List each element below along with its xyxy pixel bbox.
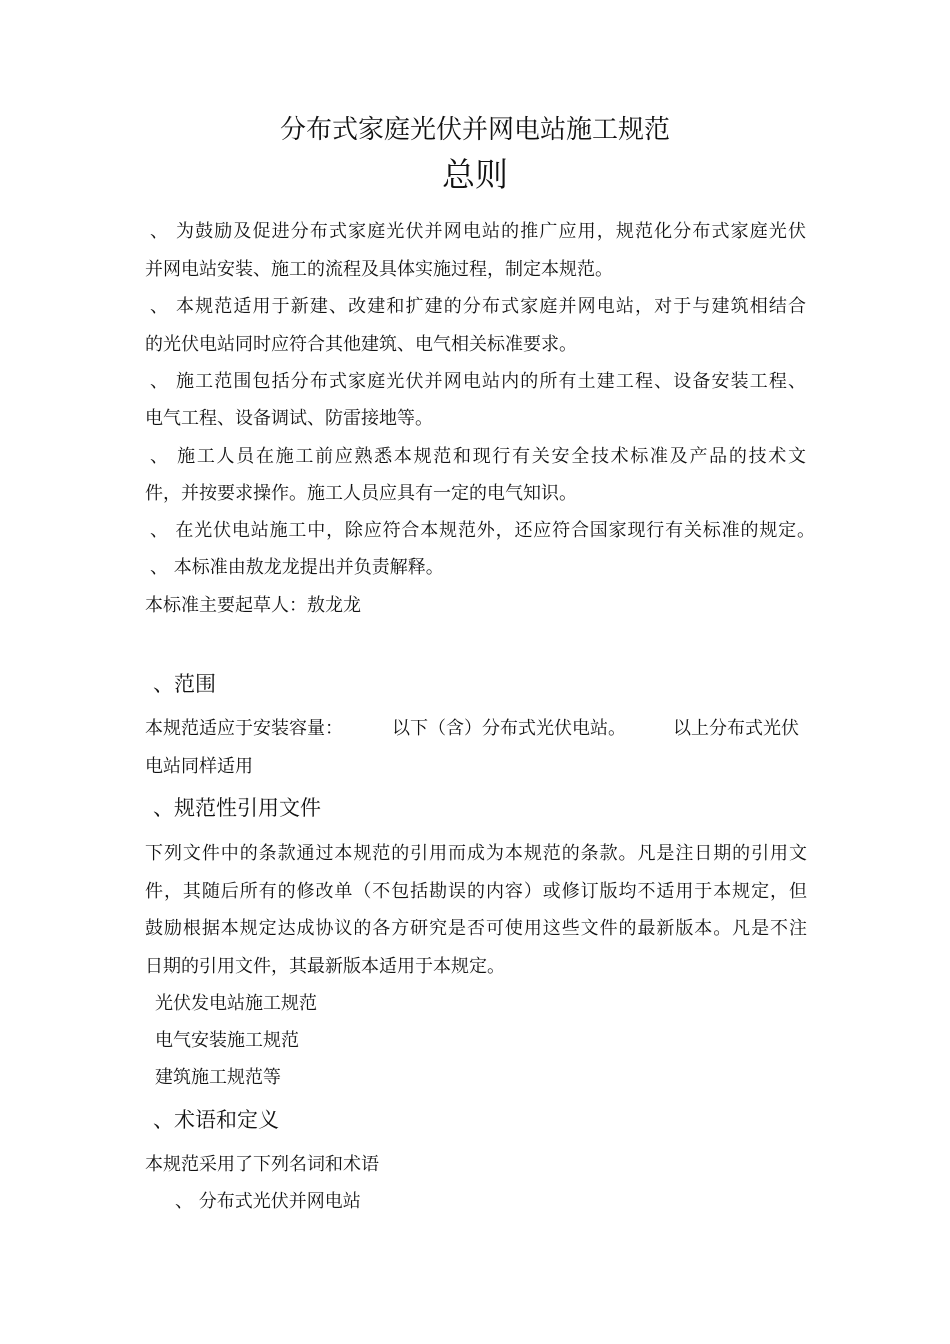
general-paragraph-6: 、 本标准由敖龙龙提出并负责解释。: [150, 557, 444, 578]
general-paragraph-3-line-2: 电气工程、设备调试、防雷接地等。: [145, 408, 433, 429]
section-heading-references: 、规范性引用文件: [153, 796, 321, 820]
section-heading-terms: 、术语和定义: [153, 1108, 279, 1132]
reference-item: 光伏发电站施工规范: [155, 993, 317, 1014]
general-paragraph-4-line-2: 件，并按要求操作。施工人员应具有一定的电气知识。: [145, 483, 577, 504]
general-paragraph-1-line-2: 并网电站安装、施工的流程及具体实施过程，制定本规范。: [145, 259, 613, 280]
general-paragraph-2-line-1: 、 本规范适用于新建、改建和扩建的分布式家庭并网电站，对于与建筑相结合: [150, 296, 806, 317]
scope-line-1-part-c: 以上分布式光伏: [673, 718, 799, 739]
general-paragraph-2-line-2: 的光伏电站同时应符合其他建筑、电气相关标准要求。: [145, 334, 577, 355]
general-paragraph-4-line-1: 、 施工人员在施工前应熟悉本规范和现行有关安全技术标准及产品的技术文: [150, 446, 806, 467]
references-line-1: 下列文件中的条款通过本规范的引用而成为本规范的条款。凡是注日期的引用文: [145, 843, 807, 864]
references-line-4: 日期的引用文件，其最新版本适用于本规定。: [145, 956, 505, 977]
document-title: 分布式家庭光伏并网电站施工规范: [279, 115, 670, 145]
reference-item: 建筑施工规范等: [155, 1067, 281, 1088]
terms-intro: 本规范采用了下列名词和术语: [145, 1154, 379, 1175]
section-heading-scope: 、范围: [153, 672, 216, 696]
scope-line-2: 电站同样适用: [145, 756, 253, 777]
section-title-general: 总则: [442, 155, 508, 194]
general-paragraph-5: 、 在光伏电站施工中，除应符合本规范外，还应符合国家现行有关标准的规定。: [150, 520, 815, 541]
terms-item-1: 、 分布式光伏并网电站: [175, 1191, 361, 1212]
references-line-2: 件，其随后所有的修改单（不包括勘误的内容）或修订版均不适用于本规定，但: [145, 881, 807, 902]
scope-line-1-part-b: 以下（含）分布式光伏电站。: [392, 718, 626, 739]
scope-line-1-part-a: 本规范适应于安装容量：: [145, 718, 343, 739]
reference-item: 电气安装施工规范: [155, 1030, 299, 1051]
references-line-3: 鼓励根据本规定达成协议的各方研究是否可使用这些文件的最新版本。凡是不注: [145, 918, 807, 939]
general-paragraph-3-line-1: 、 施工范围包括分布式家庭光伏并网电站内的所有土建工程、设备安装工程、: [150, 371, 806, 392]
general-paragraph-1-line-1: 、 为鼓励及促进分布式家庭光伏并网电站的推广应用，规范化分布式家庭光伏: [150, 221, 806, 242]
drafter-line: 本标准主要起草人：敖龙龙: [145, 595, 361, 616]
